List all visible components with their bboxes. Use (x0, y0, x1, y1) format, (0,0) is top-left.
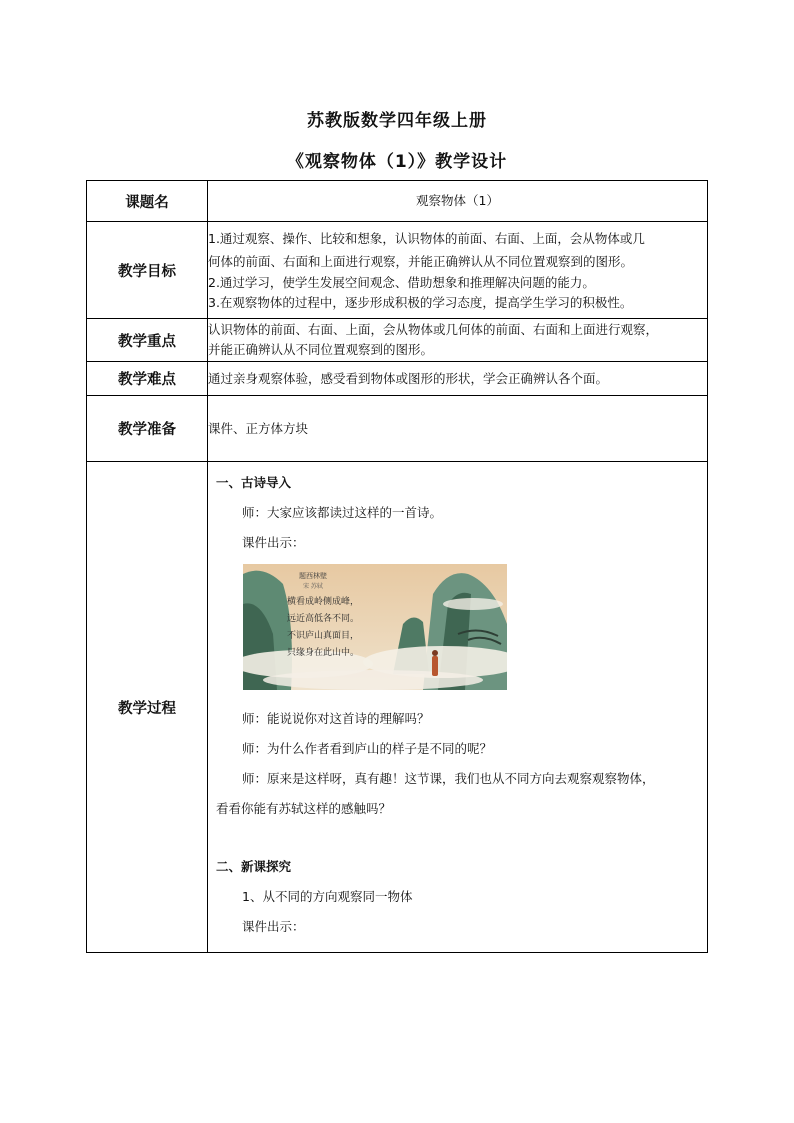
row-topic (87, 181, 708, 222)
paragraph: 师：能说说你对这首诗的理解吗？ (242, 711, 430, 726)
row-preparation (87, 396, 708, 462)
poem-title: 题西林壁 (299, 572, 327, 580)
goal-line: 何体的前面、右面和上面进行观察，并能正确辨认从不同位置观察到的图形。 (208, 254, 634, 269)
row-process (87, 462, 708, 953)
goal-line: 3.在观察物体的过程中，逐步形成积极的学习态度，提高学生学习的积极性。 (208, 295, 633, 310)
poem-line: 只缘身在此山中。 (287, 648, 360, 658)
document-subtitle: 《观察物体（1）》教学设计 (286, 152, 508, 172)
lesson-plan-table (86, 180, 708, 953)
key-point-line: 并能正确辨认从不同位置观察到的图形。 (208, 342, 434, 357)
goal-line: 2.通过学习，使学生发展空间观念、借助想象和推理解决问题的能力。 (208, 275, 595, 290)
poem-author: 宋 苏轼 (303, 583, 323, 590)
paragraph: 师：原来是这样呀，真有趣！这节课，我们也从不同方向去观察观察物体， (242, 771, 655, 786)
goal-line: 1.通过观察、操作、比较和想象，认识物体的前面、右面、上面，会从物体或几 (208, 231, 645, 246)
poem-line: 不识庐山真面目， (287, 631, 360, 641)
poet-figure (432, 656, 438, 676)
paragraph: 课件出示： (242, 535, 305, 550)
value-topic: 观察物体（1） (208, 181, 708, 222)
poem-illustration (243, 564, 507, 690)
poet-head (432, 650, 438, 656)
label-key-points: 教学重点 (87, 319, 208, 362)
label-preparation: 教学准备 (87, 396, 208, 462)
paragraph: 课件出示： (242, 919, 305, 934)
poem-line: 横看成岭侧成峰， (287, 597, 360, 607)
poem-line: 远近高低各不同。 (287, 614, 360, 624)
label-goals: 教学目标 (87, 222, 208, 319)
paragraph: 看看你能有苏轼这样的感触吗？ (216, 801, 392, 816)
label-topic: 课题名 (87, 181, 208, 222)
value-preparation: 课件、正方体方块 (208, 396, 708, 462)
label-difficulties: 教学难点 (87, 362, 208, 396)
cloud (263, 670, 483, 690)
value-key-points (208, 319, 708, 362)
row-difficulties (87, 362, 708, 396)
paragraph: 1、从不同的方向观察同一物体 (242, 889, 413, 904)
value-goals (208, 222, 708, 319)
cloud (443, 598, 503, 610)
section-heading: 一、古诗导入 (216, 475, 292, 490)
document-title: 苏教版数学四年级上册 (307, 111, 487, 131)
value-process (208, 462, 708, 953)
paragraph: 师：为什么作者看到庐山的样子是不同的呢？ (242, 741, 493, 756)
row-key-points (87, 319, 708, 362)
row-goals (87, 222, 708, 319)
section-heading: 二、新课探究 (216, 859, 292, 874)
value-difficulties: 通过亲身观察体验，感受看到物体或图形的形状，学会正确辨认各个面。 (208, 362, 708, 396)
paragraph: 师：大家应该都读过这样的一首诗。 (242, 505, 443, 520)
key-point-line: 认识物体的前面、右面、上面，会从物体或几何体的前面、右面和上面进行观察， (208, 322, 659, 337)
label-process: 教学过程 (87, 462, 208, 953)
